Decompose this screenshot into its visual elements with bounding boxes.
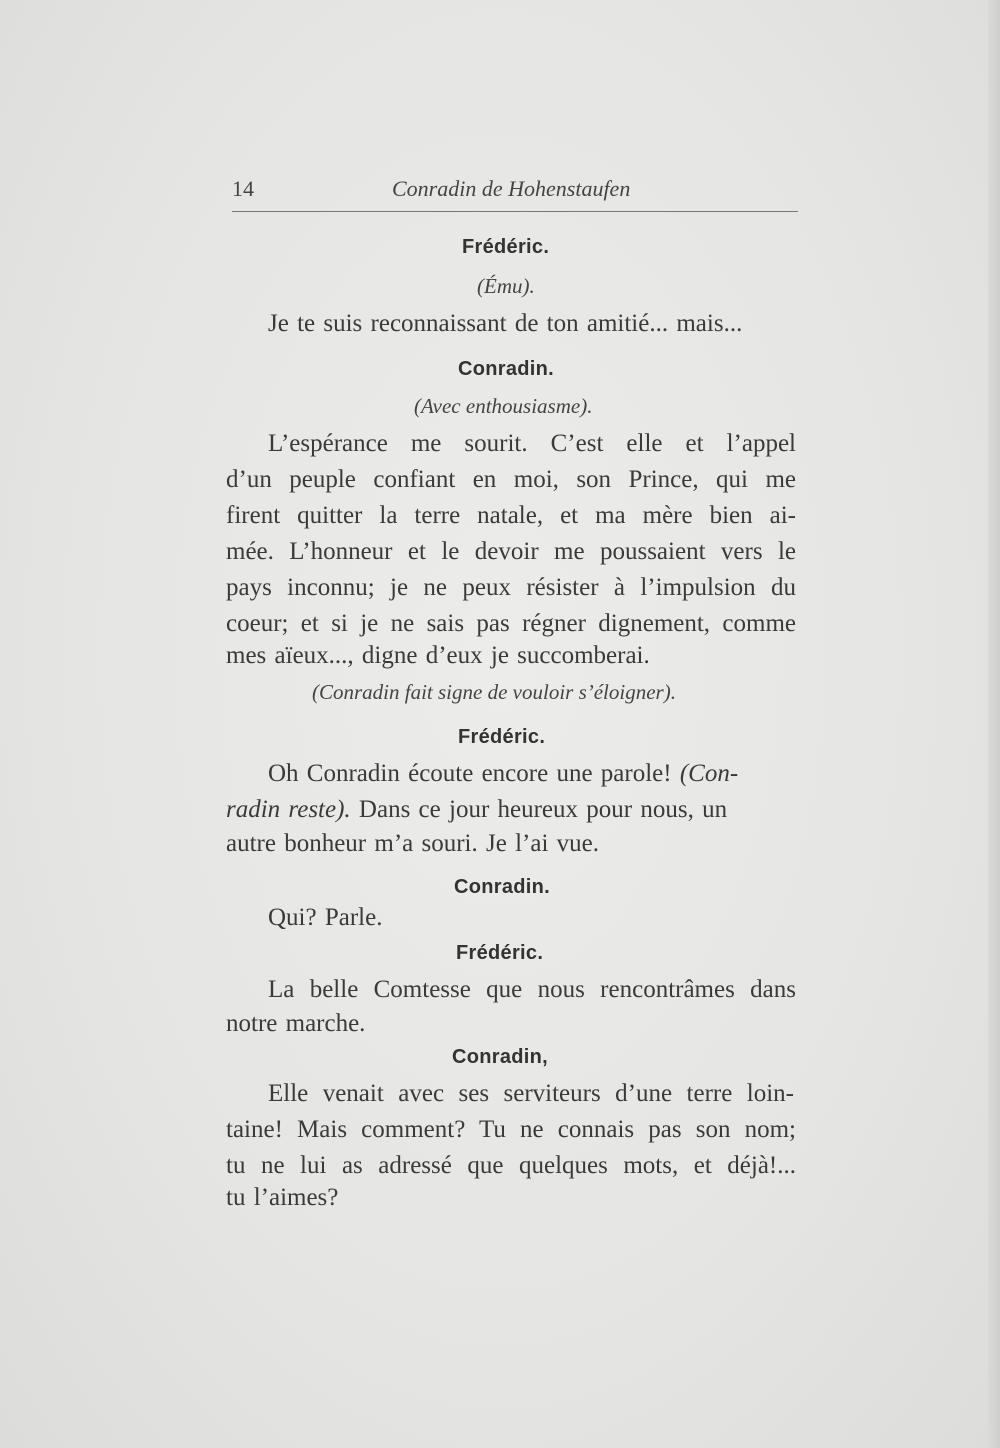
text-line: tu l’aimes?: [226, 1184, 339, 1211]
page-edge: [988, 0, 1000, 1448]
text-line: pays inconnu; je ne peux résister à l’impulsion du: [226, 574, 796, 601]
speaker-frederic: Frédéric.: [458, 726, 546, 748]
page-header: [232, 176, 798, 210]
speaker-conradin: Conradin.: [454, 876, 551, 898]
stage-inline: (Con-: [679, 760, 739, 787]
speaker-conradin: Conradin,: [452, 1046, 549, 1068]
text-line: mes aïeux..., digne d’eux je succomberai.: [226, 642, 650, 669]
text-line: autre bonheur m’a souri. Je l’ai vue.: [226, 830, 599, 857]
text-line: d’un peuple confiant en moi, son Prince, qui me: [226, 466, 796, 493]
text-line: Elle venait avec ses serviteurs d’une terre loin-: [268, 1080, 794, 1107]
stage-inline: radin reste).: [226, 796, 351, 823]
page-number: 14: [232, 176, 254, 201]
text-line: La belle Comtesse que nous rencontrâmes dans: [268, 976, 796, 1003]
text-line: L’espérance me sourit. C’est elle et l’appel: [268, 430, 796, 457]
text-line: firent quitter la terre natale, et ma mère bien ai-: [226, 502, 796, 529]
stage-direction: (Conradin fait signe de vouloir s’éloigner).: [312, 680, 676, 704]
running-title: Conradin de Hohenstaufen: [392, 176, 631, 201]
text-line: coeur; et si je ne sais pas régner dignement, comme: [226, 610, 796, 637]
speaker-conradin: Conradin.: [458, 358, 555, 380]
text-line: notre marche.: [226, 1010, 366, 1037]
speaker-frederic: Frédéric.: [456, 942, 544, 964]
text-segment: Oh Conradin écoute encore une parole!: [268, 760, 672, 787]
text-line: [268, 760, 738, 788]
speaker-frederic: Frédéric.: [462, 236, 550, 258]
text-line: mée. L’honneur et le devoir me poussaient vers le: [226, 538, 796, 565]
text-line: [226, 796, 727, 824]
text-line: Qui? Parle.: [268, 904, 383, 931]
text-line: taine! Mais comment? Tu ne connais pas son nom;: [226, 1116, 796, 1143]
header-rule: [232, 211, 798, 212]
text-line: Je te suis reconnaissant de ton amitié... mais...: [268, 310, 743, 337]
text-line: tu ne lui as adressé que quelques mots, et déjà!...: [226, 1152, 796, 1179]
stage-direction: (Ému).: [477, 274, 535, 298]
stage-direction: (Avec enthousiasme).: [414, 394, 593, 418]
text-segment: Dans ce jour heureux pour nous, un: [358, 796, 728, 823]
